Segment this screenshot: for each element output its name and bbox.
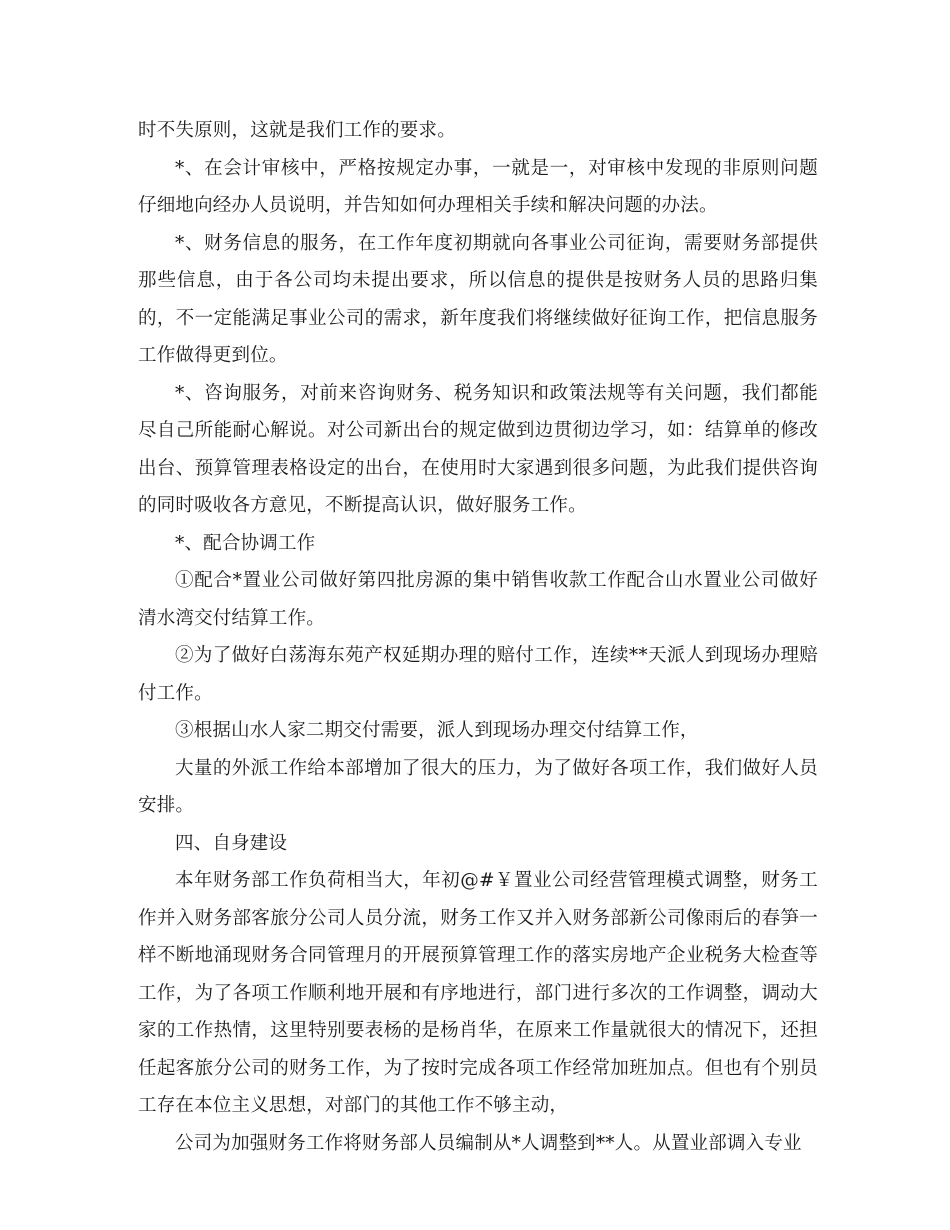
- paragraph: 时不失原则，这就是我们工作的要求。: [138, 120, 456, 141]
- paragraph: *、咨询服务，对前来咨询财务、税务知识和政策法规等有关问题，我们都能尽自己所能耐心解说。对公司新出台的规定做到边贯彻边学习，如：结算单的修改出台、预算管理表格设定的出台，在使用时大家遇到很多问题，为此我们提供咨询的同时吸收各方意见，不断提高认识，做好服务工作。: [138, 382, 818, 516]
- paragraph: ②为了做好白荡海东苑产权延期办理的赔付工作，连续**天派人到现场办理赔付工作。: [138, 645, 818, 704]
- paragraph: 公司为加强财务工作将财务部人员编制从*人调整到**人。从置业部调入专业: [175, 1132, 802, 1154]
- paragraph: 大量的外派工作给本部增加了很大的压力，为了做好各项工作，我们做好人员安排。: [138, 757, 818, 816]
- section-heading: 四、自身建设: [175, 832, 288, 854]
- paragraph: 本年财务部工作负荷相当大，年初@#￥置业公司经营管理模式调整，财务工作并入财务部客旅分公司人员分流，财务工作又并入财务部新公司像雨后的春笋一样不断地涌现财务合同管理月的开展预算管理工作的落实房地产企业税务大检查等工作，为了各项工作顺利地开展和有序地进行，部门进行多次的工作调整，调动大家的工作热情，这里特别要表杨的是杨肖华，在原来工作量就很大的情况下，还担任起客旅分公司的财务工作，为了按时完成各项工作经常加班加点。但也有个别员工存在本位主义思想，对部门的其他工作不够主动，: [138, 870, 818, 1116]
- paragraph: *、配合协调工作: [175, 532, 316, 554]
- paragraph: ③根据山水人家二期交付需要，派人到现场办理交付结算工作，: [175, 720, 699, 741]
- paragraph: *、财务信息的服务，在工作年度初期就向各事业公司征询，需要财务部提供那些信息，由于各公司均未提出要求，所以信息的提供是按财务人员的思路归集的，不一定能满足事业公司的需求，新年度我们将继续做好征询工作，把信息服务工作做得更到位。: [138, 232, 818, 366]
- paragraph: *、在会计审核中，严格按规定办事，一就是一，对审核中发现的非原则问题仔细地向经办人员说明，并告知如何办理相关手续和解决问题的办法。: [138, 157, 818, 216]
- paragraph: ①配合*置业公司做好第四批房源的集中销售收款工作配合山水置业公司做好清水湾交付结算工作。: [138, 570, 818, 629]
- document-body: [138, 112, 818, 1162]
